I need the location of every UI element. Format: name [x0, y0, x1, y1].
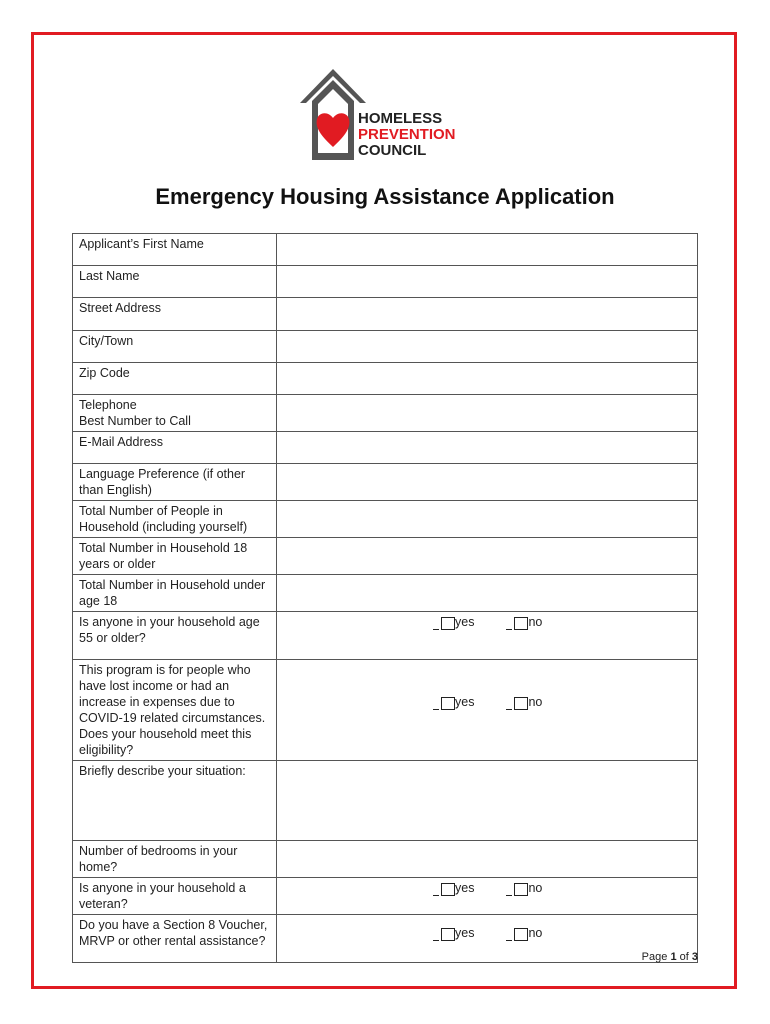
form-row-telephone	[73, 395, 698, 432]
underline-rule	[433, 708, 439, 710]
yes-checkbox-icon[interactable]	[441, 617, 455, 630]
page-total: 3	[691, 951, 698, 963]
last-name-input[interactable]	[277, 266, 698, 298]
yes-option[interactable]	[433, 880, 474, 896]
no-checkbox-icon[interactable]	[514, 928, 528, 941]
situation-description-input[interactable]	[277, 761, 698, 841]
logo-wordmark	[358, 111, 456, 159]
page-of: of	[679, 951, 689, 963]
veteran-question-input[interactable]	[277, 878, 698, 915]
logo-line-2: PREVENTION	[358, 126, 456, 143]
field-label: Applicant’s First Name	[73, 234, 277, 266]
field-label: Number of bedrooms in your home?	[73, 841, 277, 878]
no-checkbox-icon[interactable]	[514, 617, 528, 630]
first-name-input[interactable]	[277, 234, 698, 266]
field-label: E-Mail Address	[73, 432, 277, 464]
yes-checkbox-icon[interactable]	[441, 883, 455, 896]
yes-checkbox-icon[interactable]	[441, 697, 455, 710]
form-row-age-55-question	[73, 612, 698, 660]
street-address-input[interactable]	[277, 298, 698, 331]
form-row-last-name	[73, 266, 698, 298]
form-row-situation-description	[73, 761, 698, 841]
yes-no-options	[283, 880, 691, 896]
underline-rule	[433, 628, 439, 630]
underline-rule	[506, 894, 512, 896]
yes-option[interactable]	[433, 925, 474, 941]
field-label: Do you have a Section 8 Voucher, MRVP or other rental assistance?	[73, 915, 277, 963]
page-word: Page	[641, 951, 668, 963]
total-people-input[interactable]	[277, 501, 698, 538]
yes-checkbox-icon[interactable]	[441, 928, 455, 941]
page-title: Emergency Housing Assistance Application	[155, 184, 615, 209]
underline-rule	[506, 628, 512, 630]
form-row-total-people	[73, 501, 698, 538]
no-checkbox-icon[interactable]	[514, 697, 528, 710]
form-row-rental-assistance-question	[73, 915, 698, 963]
form-row-street-address	[73, 298, 698, 331]
form-row-email-address	[73, 432, 698, 464]
no-checkbox-icon[interactable]	[514, 883, 528, 896]
form-row-bedrooms-count	[73, 841, 698, 878]
form-row-veteran-question	[73, 878, 698, 915]
total-adults-input[interactable]	[277, 538, 698, 575]
yes-option[interactable]	[433, 694, 474, 710]
form-row-zip-code	[73, 363, 698, 395]
no-label: no	[528, 926, 543, 940]
yes-no-options	[283, 662, 691, 710]
form-row-total-minors	[73, 575, 698, 612]
page-current: 1	[670, 951, 677, 963]
field-label: This program is for people who have lost income or had an increase in expenses due to COVID-19 related circumstances. Does your household meet this eligibility?	[73, 660, 277, 761]
yes-no-options	[283, 917, 691, 941]
field-label: Street Address	[73, 298, 277, 331]
yes-option[interactable]	[433, 614, 474, 630]
field-label: Is anyone in your household a veteran?	[73, 878, 277, 915]
yes-label: yes	[455, 926, 475, 940]
language-preference-input[interactable]	[277, 464, 698, 501]
form-row-first-name	[73, 234, 698, 266]
zip-code-input[interactable]	[277, 363, 698, 395]
form-row-total-adults	[73, 538, 698, 575]
city-town-input[interactable]	[277, 331, 698, 363]
form-row-covid-eligibility-question	[73, 660, 698, 761]
telephone-input[interactable]	[277, 395, 698, 432]
no-label: no	[528, 695, 543, 709]
org-logo	[298, 67, 478, 163]
field-label: Zip Code	[73, 363, 277, 395]
email-address-input[interactable]	[277, 432, 698, 464]
field-label: City/Town	[73, 331, 277, 363]
underline-rule	[433, 894, 439, 896]
application-form	[72, 233, 698, 963]
field-label: Total Number of People in Household (including yourself)	[73, 501, 277, 538]
page-indicator	[642, 951, 698, 963]
total-minors-input[interactable]	[277, 575, 698, 612]
field-label: Telephone Best Number to Call	[73, 395, 277, 432]
form-row-city-town	[73, 331, 698, 363]
no-label: no	[528, 881, 543, 895]
field-label: Last Name	[73, 266, 277, 298]
no-option[interactable]	[506, 694, 542, 710]
underline-rule	[433, 939, 439, 941]
field-label: Is anyone in your household age 55 or older?	[73, 612, 277, 660]
yes-label: yes	[455, 695, 475, 709]
logo-line-3: COUNCIL	[358, 142, 427, 159]
rental-assistance-question-input[interactable]	[277, 915, 698, 963]
yes-label: yes	[455, 615, 475, 629]
field-label: Total Number in Household 18 years or older	[73, 538, 277, 575]
underline-rule	[506, 939, 512, 941]
no-label: no	[528, 615, 543, 629]
covid-eligibility-question-input[interactable]	[277, 660, 698, 761]
age-55-question-input[interactable]	[277, 612, 698, 660]
form-row-language-preference	[73, 464, 698, 501]
field-label: Briefly describe your situation:	[73, 761, 277, 841]
bedrooms-count-input[interactable]	[277, 841, 698, 878]
no-option[interactable]	[506, 880, 542, 896]
field-label: Language Preference (if other than English)	[73, 464, 277, 501]
no-option[interactable]	[506, 925, 542, 941]
field-label: Total Number in Household under age 18	[73, 575, 277, 612]
underline-rule	[506, 708, 512, 710]
yes-no-options	[283, 614, 691, 630]
logo-line-1: HOMELESS	[358, 110, 443, 127]
yes-label: yes	[455, 881, 475, 895]
no-option[interactable]	[506, 614, 542, 630]
